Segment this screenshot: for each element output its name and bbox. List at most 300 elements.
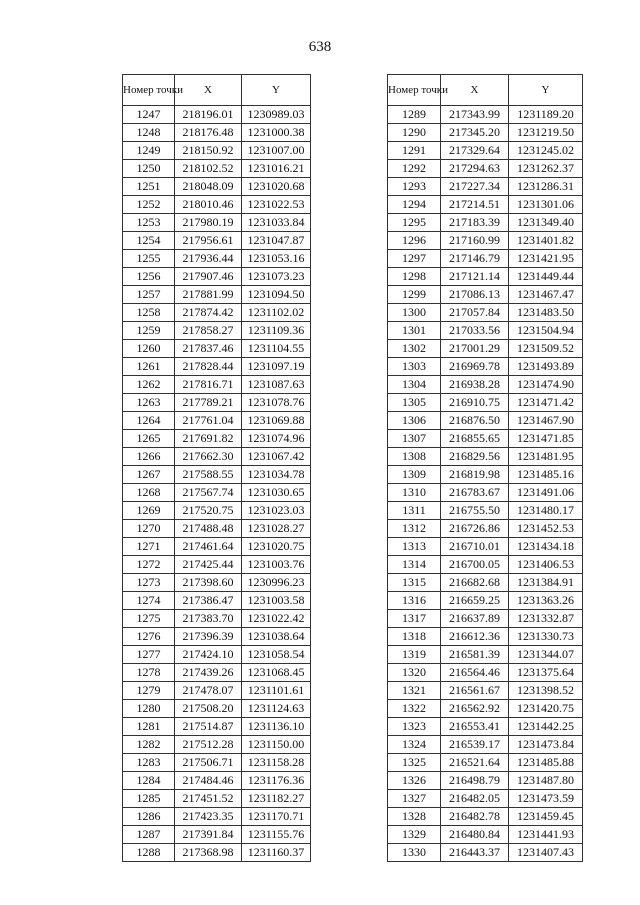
table-row: [388, 106, 583, 124]
cell-x: 216855.65: [441, 430, 509, 448]
table-row: [388, 160, 583, 178]
cell-y: 1231349.40: [509, 214, 583, 232]
table-row: [388, 124, 583, 142]
cell-x: 217956.61: [175, 232, 242, 250]
header-point-number: Номер точки: [123, 75, 175, 106]
cell-point-number: 1269: [123, 502, 175, 520]
cell-y: 1231023.03: [242, 502, 311, 520]
table-row: [388, 610, 583, 628]
cell-point-number: 1250: [123, 160, 175, 178]
cell-point-number: 1260: [123, 340, 175, 358]
cell-x: 217396.39: [175, 628, 242, 646]
table-row: [123, 808, 311, 826]
cell-x: 217936.44: [175, 250, 242, 268]
cell-x: 216700.05: [441, 556, 509, 574]
cell-x: 216612.36: [441, 628, 509, 646]
cell-point-number: 1268: [123, 484, 175, 502]
table-row: [388, 178, 583, 196]
cell-point-number: 1300: [388, 304, 441, 322]
table-row: [388, 232, 583, 250]
table-row: [388, 142, 583, 160]
cell-y: 1231449.44: [509, 268, 583, 286]
cell-y: 1231485.88: [509, 754, 583, 772]
cell-x: 217691.82: [175, 430, 242, 448]
cell-y: 1231104.55: [242, 340, 311, 358]
cell-y: 1231459.45: [509, 808, 583, 826]
cell-y: 1231000.38: [242, 124, 311, 142]
cell-point-number: 1308: [388, 448, 441, 466]
cell-point-number: 1264: [123, 412, 175, 430]
table-row: [388, 574, 583, 592]
cell-point-number: 1311: [388, 502, 441, 520]
cell-point-number: 1325: [388, 754, 441, 772]
cell-x: 216482.78: [441, 808, 509, 826]
cell-x: 217461.64: [175, 538, 242, 556]
table-row: [388, 682, 583, 700]
table-row: [388, 322, 583, 340]
cell-x: 217488.48: [175, 520, 242, 538]
cell-point-number: 1307: [388, 430, 441, 448]
cell-point-number: 1324: [388, 736, 441, 754]
cell-y: 1231047.87: [242, 232, 311, 250]
table-row: [388, 412, 583, 430]
cell-y: 1231030.65: [242, 484, 311, 502]
cell-y: 1231028.27: [242, 520, 311, 538]
cell-point-number: 1265: [123, 430, 175, 448]
table-row: [388, 304, 583, 322]
cell-x: 217146.79: [441, 250, 509, 268]
cell-y: 1230996.23: [242, 574, 311, 592]
cell-x: 217424.10: [175, 646, 242, 664]
cell-point-number: 1290: [388, 124, 441, 142]
table-row: [123, 646, 311, 664]
table-row: [123, 538, 311, 556]
table-row: [388, 376, 583, 394]
cell-y: 1231491.06: [509, 484, 583, 502]
cell-x: 216726.86: [441, 520, 509, 538]
table-row: [123, 772, 311, 790]
cell-y: 1231375.64: [509, 664, 583, 682]
cell-x: 218150.92: [175, 142, 242, 160]
cell-x: 217391.84: [175, 826, 242, 844]
cell-point-number: 1261: [123, 358, 175, 376]
cell-x: 218176.48: [175, 124, 242, 142]
table-row: [123, 502, 311, 520]
cell-x: 217294.63: [441, 160, 509, 178]
cell-point-number: 1278: [123, 664, 175, 682]
cell-y: 1231087.63: [242, 376, 311, 394]
cell-y: 1231434.18: [509, 538, 583, 556]
cell-y: 1231155.76: [242, 826, 311, 844]
table-row: [123, 376, 311, 394]
table-row: [123, 268, 311, 286]
table-row: [123, 232, 311, 250]
cell-y: 1231262.37: [509, 160, 583, 178]
table-row: [123, 106, 311, 124]
cell-point-number: 1281: [123, 718, 175, 736]
cell-point-number: 1304: [388, 376, 441, 394]
cell-point-number: 1294: [388, 196, 441, 214]
cell-x: 217386.47: [175, 592, 242, 610]
cell-point-number: 1298: [388, 268, 441, 286]
cell-x: 217512.28: [175, 736, 242, 754]
cell-y: 1231481.95: [509, 448, 583, 466]
table-row: [388, 700, 583, 718]
cell-y: 1231020.68: [242, 178, 311, 196]
cell-x: 216910.75: [441, 394, 509, 412]
table-row: [123, 556, 311, 574]
cell-point-number: 1321: [388, 682, 441, 700]
cell-x: 216876.50: [441, 412, 509, 430]
cell-x: 217506.71: [175, 754, 242, 772]
cell-y: 1231471.42: [509, 394, 583, 412]
cell-x: 217451.52: [175, 790, 242, 808]
table-row: [388, 448, 583, 466]
cell-y: 1231067.42: [242, 448, 311, 466]
cell-y: 1231398.52: [509, 682, 583, 700]
table-row: [388, 214, 583, 232]
table-row: [123, 124, 311, 142]
page-number: 638: [308, 39, 332, 55]
cell-x: 217662.30: [175, 448, 242, 466]
table-row: [123, 484, 311, 502]
cell-point-number: 1252: [123, 196, 175, 214]
cell-y: 1231034.78: [242, 466, 311, 484]
cell-point-number: 1259: [123, 322, 175, 340]
cell-y: 1231176.36: [242, 772, 311, 790]
table-row: [123, 754, 311, 772]
cell-y: 1231301.06: [509, 196, 583, 214]
cell-point-number: 1271: [123, 538, 175, 556]
cell-x: 216783.67: [441, 484, 509, 502]
table-row: [388, 286, 583, 304]
cell-x: 217588.55: [175, 466, 242, 484]
cell-point-number: 1272: [123, 556, 175, 574]
table-row: [388, 844, 583, 862]
cell-point-number: 1319: [388, 646, 441, 664]
table-row: [388, 808, 583, 826]
cell-point-number: 1313: [388, 538, 441, 556]
cell-y: 1231441.93: [509, 826, 583, 844]
cell-point-number: 1285: [123, 790, 175, 808]
cell-y: 1231504.94: [509, 322, 583, 340]
table-row: [123, 628, 311, 646]
table-row: [388, 736, 583, 754]
table-row: [123, 394, 311, 412]
cell-point-number: 1292: [388, 160, 441, 178]
table-row: [388, 646, 583, 664]
cell-point-number: 1295: [388, 214, 441, 232]
cell-point-number: 1277: [123, 646, 175, 664]
cell-x: 217227.34: [441, 178, 509, 196]
table-row: [388, 250, 583, 268]
cell-x: 218196.01: [175, 106, 242, 124]
cell-y: 1231189.20: [509, 106, 583, 124]
cell-x: 217980.19: [175, 214, 242, 232]
cell-x: 216482.05: [441, 790, 509, 808]
cell-y: 1231150.00: [242, 736, 311, 754]
cell-y: 1231485.16: [509, 466, 583, 484]
cell-y: 1231407.43: [509, 844, 583, 862]
cell-x: 217816.71: [175, 376, 242, 394]
cell-x: 216710.01: [441, 538, 509, 556]
header-x: X: [175, 75, 242, 106]
header-y: Y: [242, 75, 311, 106]
cell-y: 1231219.50: [509, 124, 583, 142]
table-row: [123, 592, 311, 610]
cell-point-number: 1275: [123, 610, 175, 628]
cell-x: 218048.09: [175, 178, 242, 196]
table-row: [388, 268, 583, 286]
cell-x: 216480.84: [441, 826, 509, 844]
cell-y: 1231442.25: [509, 718, 583, 736]
cell-point-number: 1296: [388, 232, 441, 250]
cell-x: 217329.64: [441, 142, 509, 160]
cell-y: 1231420.75: [509, 700, 583, 718]
cell-y: 1231136.10: [242, 718, 311, 736]
coordinates-table-right: [387, 74, 583, 862]
cell-x: 216553.41: [441, 718, 509, 736]
cell-x: 217345.20: [441, 124, 509, 142]
table-row: [388, 340, 583, 358]
cell-x: 217789.21: [175, 394, 242, 412]
cell-x: 217858.27: [175, 322, 242, 340]
table-header-row: [388, 75, 583, 106]
cell-y: 1231102.02: [242, 304, 311, 322]
cell-x: 216581.39: [441, 646, 509, 664]
cell-y: 1231016.21: [242, 160, 311, 178]
table-row: [123, 322, 311, 340]
cell-point-number: 1263: [123, 394, 175, 412]
cell-point-number: 1289: [388, 106, 441, 124]
cell-y: 1231003.58: [242, 592, 311, 610]
cell-y: 1231078.76: [242, 394, 311, 412]
cell-point-number: 1255: [123, 250, 175, 268]
table-row: [123, 160, 311, 178]
cell-point-number: 1288: [123, 844, 175, 862]
table-row: [123, 736, 311, 754]
cell-point-number: 1286: [123, 808, 175, 826]
cell-x: 217033.56: [441, 322, 509, 340]
table-row: [123, 682, 311, 700]
cell-y: 1231058.54: [242, 646, 311, 664]
cell-y: 1231487.80: [509, 772, 583, 790]
cell-x: 217383.70: [175, 610, 242, 628]
table-row: [388, 790, 583, 808]
cell-x: 216564.46: [441, 664, 509, 682]
table-row: [388, 754, 583, 772]
cell-point-number: 1299: [388, 286, 441, 304]
table-row: [388, 772, 583, 790]
cell-y: 1231493.89: [509, 358, 583, 376]
cell-y: 1231471.85: [509, 430, 583, 448]
cell-y: 1231160.37: [242, 844, 311, 862]
header-y: Y: [509, 75, 583, 106]
cell-y: 1231509.52: [509, 340, 583, 358]
cell-point-number: 1305: [388, 394, 441, 412]
table-row: [123, 142, 311, 160]
cell-y: 1231007.00: [242, 142, 311, 160]
table-row: [123, 466, 311, 484]
cell-y: 1231022.42: [242, 610, 311, 628]
table-row: [123, 664, 311, 682]
cell-point-number: 1323: [388, 718, 441, 736]
cell-point-number: 1327: [388, 790, 441, 808]
cell-point-number: 1247: [123, 106, 175, 124]
cell-x: 216539.17: [441, 736, 509, 754]
cell-point-number: 1251: [123, 178, 175, 196]
cell-y: 1231109.36: [242, 322, 311, 340]
cell-y: 1231401.82: [509, 232, 583, 250]
table-row: [123, 412, 311, 430]
cell-y: 1231069.88: [242, 412, 311, 430]
cell-x: 217520.75: [175, 502, 242, 520]
cell-point-number: 1254: [123, 232, 175, 250]
table-row: [388, 358, 583, 376]
cell-y: 1231003.76: [242, 556, 311, 574]
cell-point-number: 1293: [388, 178, 441, 196]
cell-x: 217398.60: [175, 574, 242, 592]
cell-point-number: 1258: [123, 304, 175, 322]
cell-x: 217828.44: [175, 358, 242, 376]
table-row: [123, 790, 311, 808]
cell-y: 1231245.02: [509, 142, 583, 160]
table-row: [388, 556, 583, 574]
cell-y: 1231124.63: [242, 700, 311, 718]
cell-y: 1231038.64: [242, 628, 311, 646]
cell-y: 1231473.84: [509, 736, 583, 754]
table-row: [123, 178, 311, 196]
table-row: [123, 844, 311, 862]
cell-point-number: 1312: [388, 520, 441, 538]
cell-point-number: 1287: [123, 826, 175, 844]
table-row: [123, 304, 311, 322]
cell-x: 216829.56: [441, 448, 509, 466]
cell-point-number: 1303: [388, 358, 441, 376]
cell-y: 1231332.87: [509, 610, 583, 628]
cell-x: 217907.46: [175, 268, 242, 286]
cell-x: 217183.39: [441, 214, 509, 232]
cell-point-number: 1257: [123, 286, 175, 304]
cell-x: 217439.26: [175, 664, 242, 682]
table-row: [388, 628, 583, 646]
table-row: [388, 718, 583, 736]
cell-point-number: 1318: [388, 628, 441, 646]
cell-x: 216969.78: [441, 358, 509, 376]
cell-point-number: 1284: [123, 772, 175, 790]
cell-x: 218010.46: [175, 196, 242, 214]
table-header-row: [123, 75, 311, 106]
cell-y: 1231022.53: [242, 196, 311, 214]
cell-x: 217761.04: [175, 412, 242, 430]
cell-x: 217423.35: [175, 808, 242, 826]
cell-point-number: 1270: [123, 520, 175, 538]
table-row: [388, 826, 583, 844]
table-row: [388, 538, 583, 556]
table-row: [388, 592, 583, 610]
cell-x: 218102.52: [175, 160, 242, 178]
table-row: [123, 286, 311, 304]
cell-point-number: 1276: [123, 628, 175, 646]
cell-y: 1231480.17: [509, 502, 583, 520]
cell-y: 1230989.03: [242, 106, 311, 124]
cell-x: 217160.99: [441, 232, 509, 250]
cell-point-number: 1320: [388, 664, 441, 682]
table-row: [388, 196, 583, 214]
cell-y: 1231286.31: [509, 178, 583, 196]
table-row: [123, 448, 311, 466]
cell-point-number: 1297: [388, 250, 441, 268]
cell-point-number: 1282: [123, 736, 175, 754]
cell-y: 1231158.28: [242, 754, 311, 772]
cell-point-number: 1310: [388, 484, 441, 502]
table-row: [123, 214, 311, 232]
cell-y: 1231101.61: [242, 682, 311, 700]
cell-x: 217837.46: [175, 340, 242, 358]
cell-x: 216819.98: [441, 466, 509, 484]
cell-y: 1231452.53: [509, 520, 583, 538]
cell-point-number: 1329: [388, 826, 441, 844]
cell-point-number: 1301: [388, 322, 441, 340]
table-row: [123, 610, 311, 628]
cell-x: 216443.37: [441, 844, 509, 862]
cell-point-number: 1315: [388, 574, 441, 592]
cell-x: 217567.74: [175, 484, 242, 502]
cell-y: 1231483.50: [509, 304, 583, 322]
cell-point-number: 1291: [388, 142, 441, 160]
cell-y: 1231344.07: [509, 646, 583, 664]
table-row: [123, 340, 311, 358]
cell-x: 217874.42: [175, 304, 242, 322]
table-row: [123, 250, 311, 268]
cell-x: 216659.25: [441, 592, 509, 610]
cell-y: 1231421.95: [509, 250, 583, 268]
cell-x: 216682.68: [441, 574, 509, 592]
cell-x: 216498.79: [441, 772, 509, 790]
cell-point-number: 1266: [123, 448, 175, 466]
cell-y: 1231097.19: [242, 358, 311, 376]
cell-point-number: 1283: [123, 754, 175, 772]
table-row: [388, 502, 583, 520]
cell-y: 1231384.91: [509, 574, 583, 592]
coordinates-table-left: [122, 74, 311, 862]
cell-point-number: 1248: [123, 124, 175, 142]
table-row: [123, 196, 311, 214]
cell-x: 216637.89: [441, 610, 509, 628]
cell-point-number: 1317: [388, 610, 441, 628]
cell-y: 1231467.90: [509, 412, 583, 430]
cell-point-number: 1314: [388, 556, 441, 574]
cell-y: 1231406.53: [509, 556, 583, 574]
table-row: [123, 718, 311, 736]
cell-y: 1231363.26: [509, 592, 583, 610]
cell-y: 1231068.45: [242, 664, 311, 682]
cell-x: 217121.14: [441, 268, 509, 286]
cell-y: 1231053.16: [242, 250, 311, 268]
cell-point-number: 1267: [123, 466, 175, 484]
cell-point-number: 1309: [388, 466, 441, 484]
cell-x: 216755.50: [441, 502, 509, 520]
table-row: [123, 700, 311, 718]
table-row: [388, 664, 583, 682]
cell-point-number: 1326: [388, 772, 441, 790]
cell-point-number: 1280: [123, 700, 175, 718]
cell-x: 216521.64: [441, 754, 509, 772]
table-row: [388, 484, 583, 502]
cell-y: 1231467.47: [509, 286, 583, 304]
cell-point-number: 1330: [388, 844, 441, 862]
cell-y: 1231474.90: [509, 376, 583, 394]
